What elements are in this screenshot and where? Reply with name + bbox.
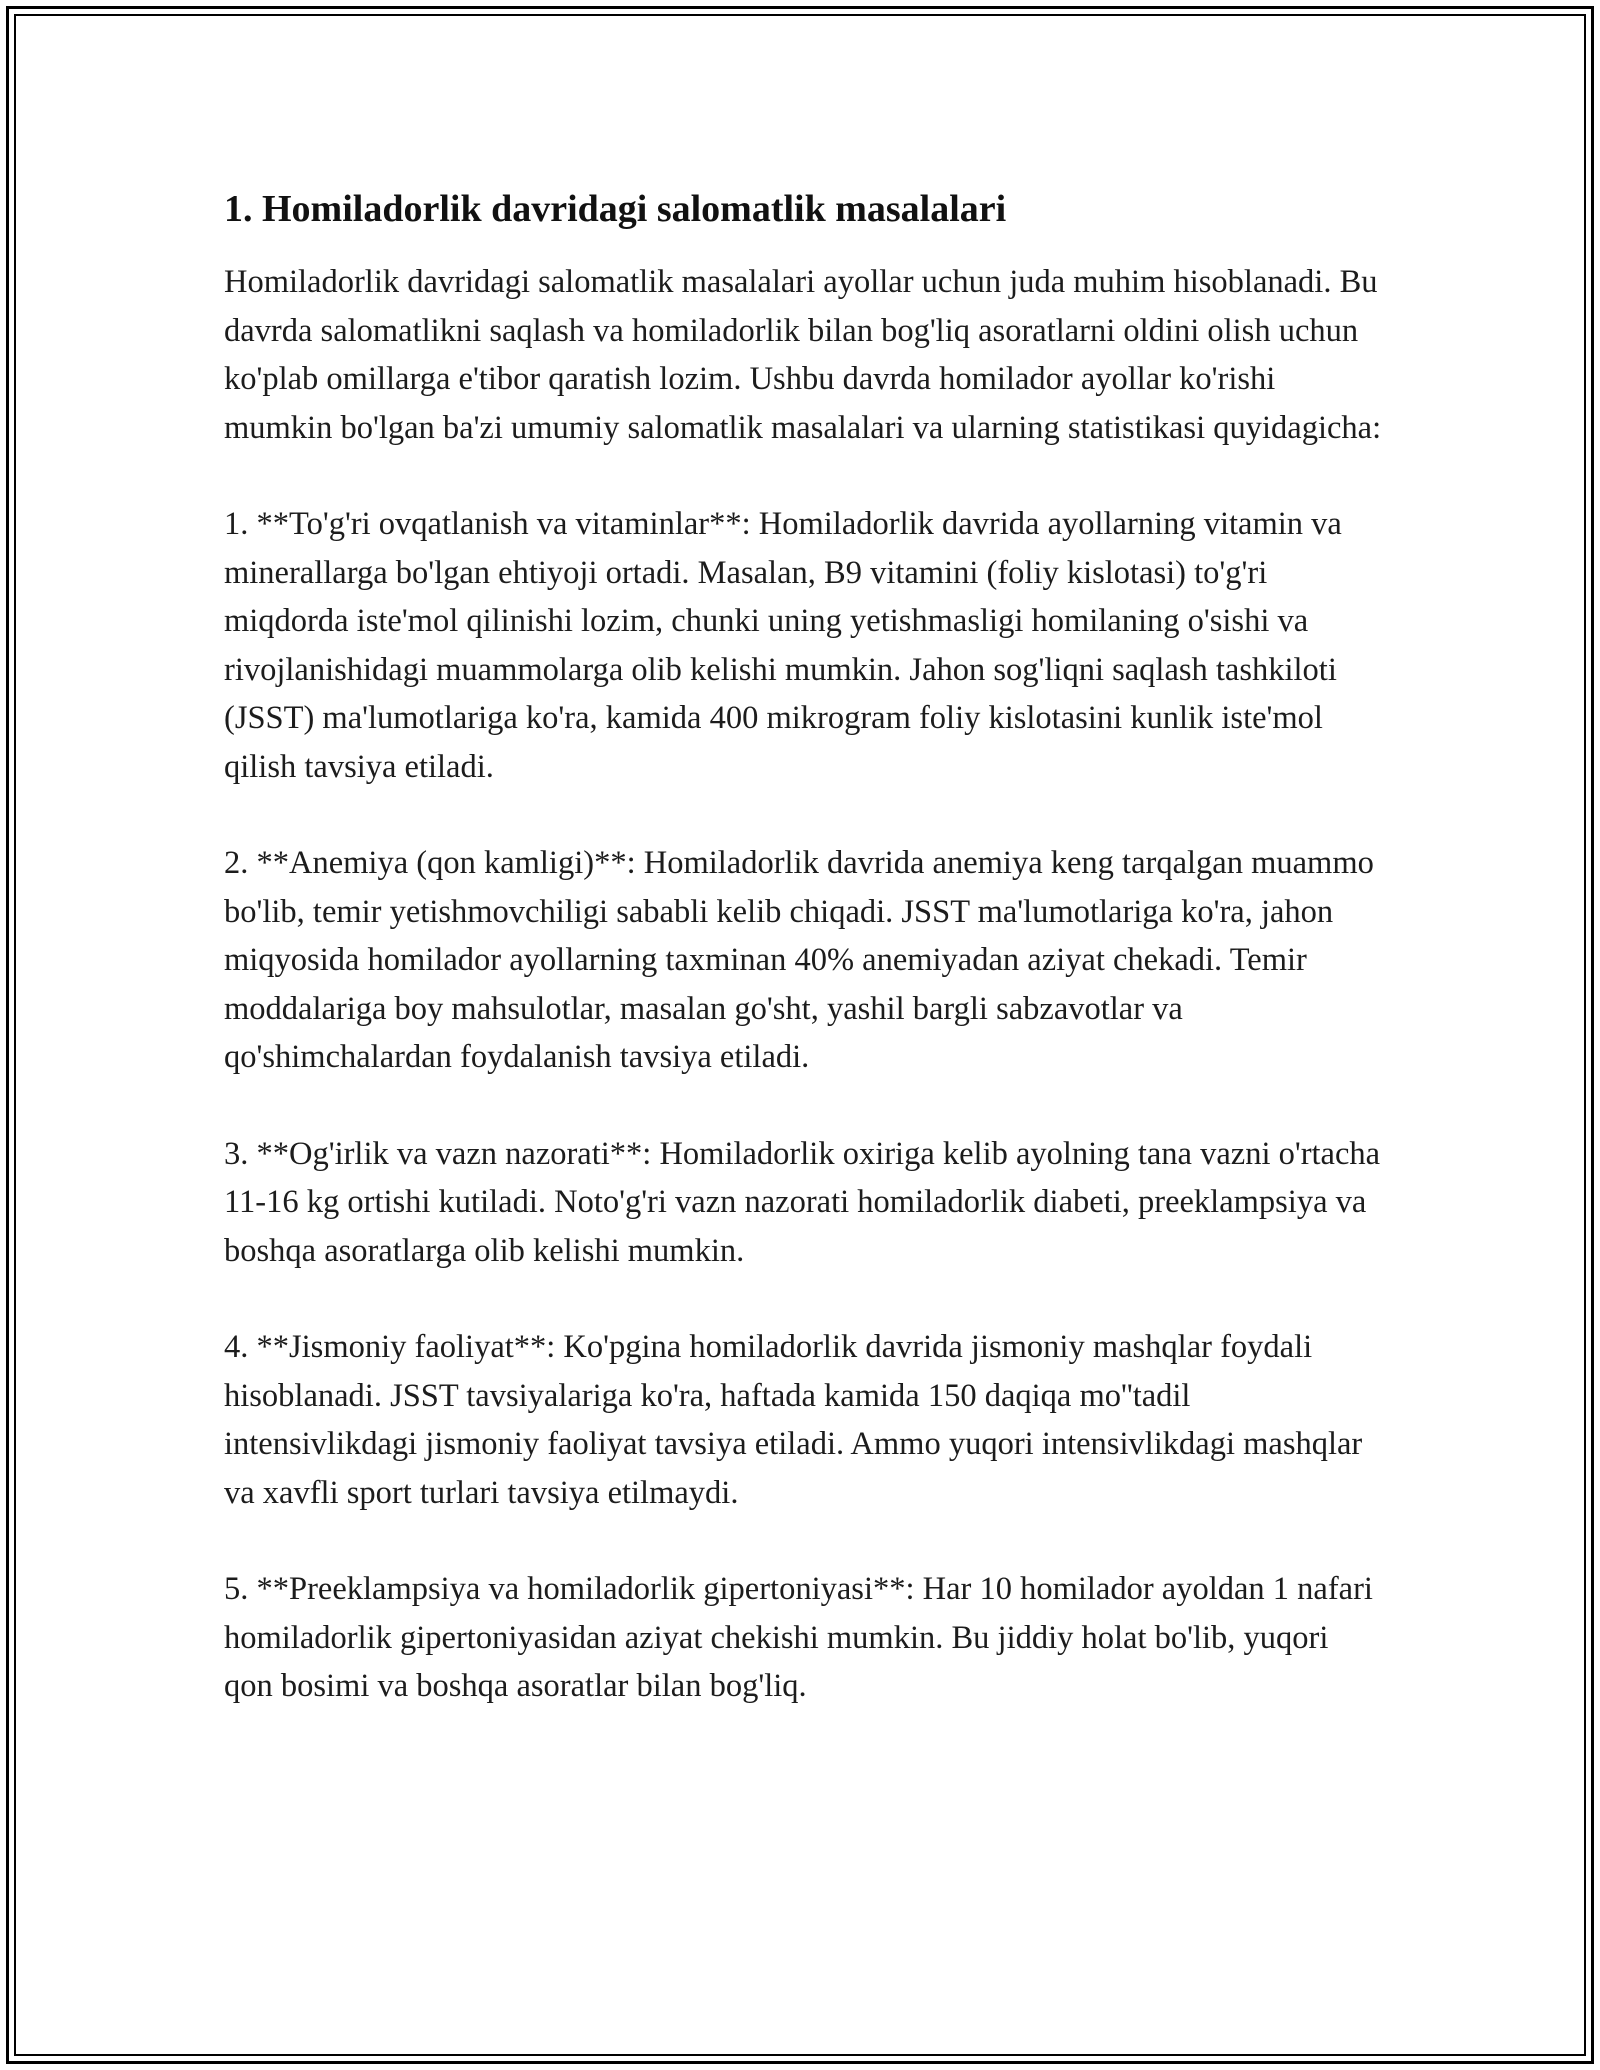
document-title: 1. Homiladorlik davridagi salomatlik masalalari [224,188,1007,230]
intro-paragraph: Homiladorlik davridagi salomatlik masalalari ayollar uchun juda muhim hisoblanadi. Bu davrda salomatlikni saqlash va homiladorlik bilan bog'liq asoratlarni oldini olish uchun ko'plab omillarga e'tibor qaratish lozim. Ushbu davrda homilador ayollar ko'rishi mumkin bo'lgan ba'zi umumiy salomatlik masalalari va ularning statistikasi quyidagicha: [224,264,1382,446]
list-item-weight: 3. **Og'irlik va vazn nazorati**: Homiladorlik oxiriga kelib ayolning tana vazni o'rtacha 11-16 kg ortishi kutiladi. Noto'g'ri vazn nazorati homiladorlik diabeti, preeklampsiya va boshqa asoratlarga olib kelishi mumkin. [224,1135,1381,1269]
list-item-nutrition: 1. **To'g'ri ovqatlanish va vitaminlar**: Homiladorlik davrida ayollarning vitamin va minerallarga bo'lgan ehtiyoji ortadi. Masalan, B9 vitamini (foliy kislotasi) to'g'ri miqdorda iste'mol qilinishi lozim, chunki uning yetishmasligi homilaning o'sishi va rivojlanishidagi muammolarga olib kelishi mumkin. Jahon sog'liqni saqlash tashkiloti (JSST) ma'lumotlariga ko'ra, kamida 400 mikrogram foliy kislotasini kunlik iste'mol qilish tavsiya etiladi. [224,506,1342,785]
list-item-anemia: 2. **Anemiya (qon kamligi)**: Homiladorlik davrida anemiya keng tarqalgan muammo bo'lib, temir yetishmovchiligi sababli kelib chiqadi. JSST ma'lumotlariga ko'ra, jahon miqyosida homilador ayollarning taxminan 40% anemiyadan aziyat chekadi. Temir moddalariga boy mahsulotlar, masalan go'sht, yashil bargli sabzavotlar va qo'shimchalardan foydalanish tavsiya etiladi. [224,845,1374,1075]
list-item-activity: 4. **Jismoniy faoliyat**: Ko'pgina homiladorlik davrida jismoniy mashqlar foydali hisoblanadi. JSST tavsiyalariga ko'ra, haftada kamida 150 daqiqa mo''tadil intensivlikdagi jismoniy faoliyat tavsiya etiladi. Ammo yuqori intensivlikdagi mashqlar va xavfli sport turlari tavsiya etilmaydi. [224,1329,1363,1511]
document-content [224,180,1384,1759]
list-item-preeclampsia: 5. **Preeklampsiya va homiladorlik gipertoniyasi**: Har 10 homilador ayoldan 1 nafari homiladorlik gipertoniyasidan aziyat chekishi mumkin. Bu jiddiy holat bo'lib, yuqori qon bosimi va boshqa asoratlar bilan bog'liq. [224,1571,1373,1704]
